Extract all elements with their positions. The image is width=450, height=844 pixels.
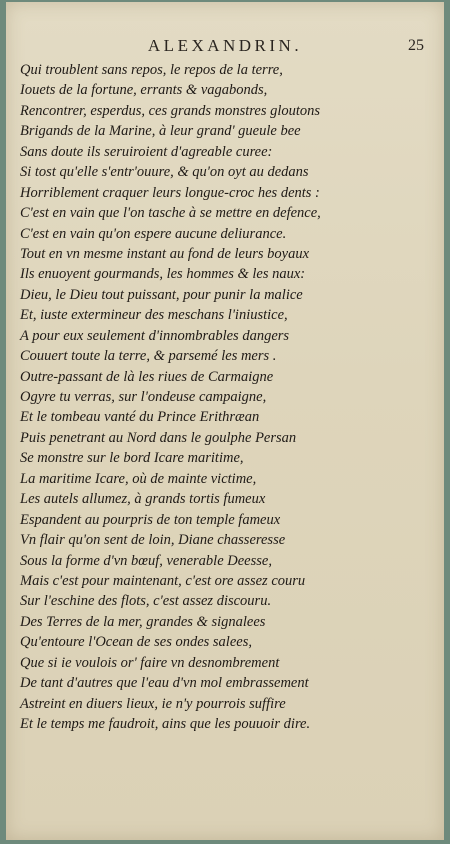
verse-line: Qui troublent sans repos, le repos de la terre, bbox=[20, 62, 283, 78]
verse-line: Mais c'est pour maintenant, c'est ore assez couru bbox=[20, 572, 306, 589]
verse-line: Ils enuoyent gourmands, les hommes & les naux: bbox=[20, 266, 306, 283]
verse-line: Iouets de la fortune, errants & vagabonds, bbox=[20, 82, 268, 99]
verse-line: Sous la forme d'vn bœuf, venerable Deesse, bbox=[20, 552, 272, 569]
verse-line: Espandent au pourpris de ton temple fameux bbox=[20, 511, 281, 528]
book-page bbox=[6, 2, 444, 840]
verse-line: Outre-passant de là les riues de Carmaigne bbox=[20, 368, 274, 385]
verse-line: Astreint en diuers lieux, ie n'y pourrois suffire bbox=[20, 695, 286, 712]
verse-line: Se monstre sur le bord Icare maritime, bbox=[20, 450, 244, 467]
verse-line: Puis penetrant au Nord dans le goulphe Persan bbox=[20, 429, 297, 446]
verse-line: Sans doute ils seruiroient d'agreable curee: bbox=[20, 143, 273, 160]
verse-line: Horriblement craquer leurs longue-croc hes dents : bbox=[20, 184, 320, 201]
running-title: ALEXANDRIN. bbox=[147, 36, 303, 55]
verse-line: Ogyre tu verras, sur l'ondeuse campaigne, bbox=[20, 389, 267, 405]
verse-line: Rencontrer, esperdus, ces grands monstres gloutons bbox=[20, 102, 321, 119]
verse-line: Et le tombeau vanté du Prince Erithræan bbox=[20, 409, 260, 426]
verse-line: Que si ie voulois or' faire vn desnombrement bbox=[20, 654, 280, 671]
verse-line: A pour eux seulement d'innombrables dangers bbox=[20, 327, 290, 344]
verse-line: C'est en vain qu'on espere aucune deliurance. bbox=[20, 225, 287, 242]
verse-line: Vn flair qu'on sent de loin, Diane chasseresse bbox=[20, 532, 286, 549]
page-number: 25 bbox=[408, 37, 424, 54]
verse-block bbox=[20, 60, 434, 734]
verse-line: Tout en vn mesme instant au fond de leurs boyaux bbox=[20, 245, 310, 262]
verse-line: La maritime Icare, où de mainte victime, bbox=[20, 470, 257, 487]
verse-line: Des Terres de la mer, grandes & signalees bbox=[20, 613, 266, 630]
verse-line: Sur l'eschine des flots, c'est assez discouru. bbox=[20, 593, 272, 610]
verse-line: Qu'entoure l'Ocean de ses ondes salees, bbox=[20, 634, 252, 651]
page-header bbox=[6, 36, 444, 58]
verse-line: Dieu, le Dieu tout puissant, pour punir la malice bbox=[20, 286, 303, 303]
verse-line: Et, iuste extermineur des meschans l'iniustice, bbox=[20, 307, 288, 324]
verse-line: Et le temps me faudroit, ains que les pouuoir dire. bbox=[20, 716, 311, 732]
verse-line: Si tost qu'elle s'entr'ouure, & qu'on oyt au dedans bbox=[20, 164, 309, 181]
verse-line: Couuert toute la terre, & parsemé les mers . bbox=[20, 348, 277, 365]
verse-line: C'est en vain que l'on tasche à se mettre en defence, bbox=[20, 205, 321, 222]
verse-line: Brigands de la Marine, à leur grand' gueule bee bbox=[20, 123, 301, 140]
verse-line: De tant d'autres que l'eau d'vn mol embrassement bbox=[20, 675, 309, 692]
verse-line: Les autels allumez, à grands tortis fumeux bbox=[20, 491, 266, 508]
